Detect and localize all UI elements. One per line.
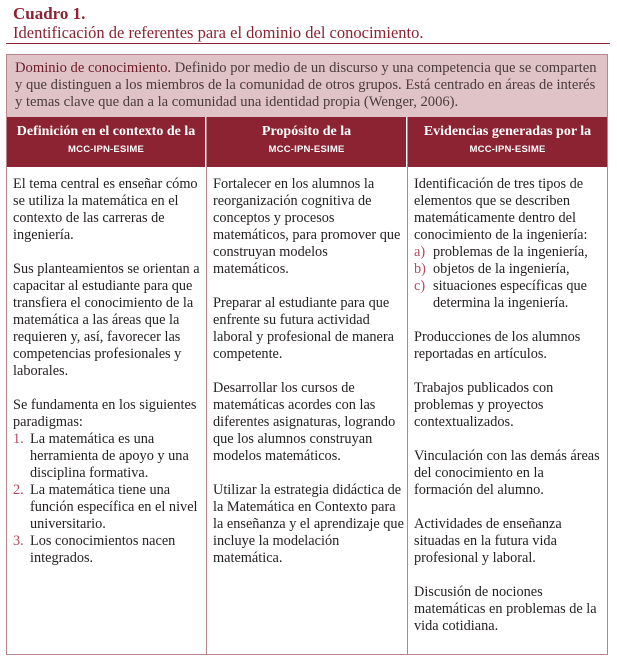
evidence-column: [414, 176, 604, 635]
table-title: Identificación de referentes para el dominio del conocimiento.: [13, 23, 424, 42]
list-item-text: objetos de la ingeniería,: [433, 261, 570, 277]
purpose-paragraph: Fortalecer en los alumnos la reorganización cognitiva de conceptos y procesos matemáticos, para promover que construyan modelos matemáticos.: [213, 176, 401, 277]
list-marker: 3.: [13, 533, 24, 549]
definition-paragraph: El tema central es enseñar cómo se utiliza la matemática en el contexto de las carreras de ingeniería.: [13, 176, 198, 243]
list-item: [13, 533, 203, 567]
domain-term: Dominio de conocimiento.: [15, 60, 172, 76]
list-item: [414, 244, 604, 261]
definition-paragraph: Se fundamenta en los siguientes paradigmas:: [13, 397, 197, 430]
column-header-evidence: [408, 117, 607, 167]
evidence-paragraph: Discusión de nociones matemáticas en problemas de la vida cotidiana.: [414, 584, 597, 634]
list-marker: 2.: [13, 482, 24, 498]
list-marker: c): [414, 278, 426, 294]
evidence-paragraph: Vinculación con las demás áreas del conocimiento en la formación del alumno.: [414, 448, 600, 498]
column-header-subtitle: MCC-IPN-ESIME: [268, 144, 345, 155]
column-header-definition: [7, 117, 205, 167]
column-header-title: Evidencias generadas por la: [423, 124, 592, 139]
definition-column: [13, 176, 203, 567]
list-item: [414, 278, 604, 312]
column-header-title: Definición en el contexto de la: [16, 124, 196, 139]
element-type-list: [414, 244, 604, 312]
list-marker: a): [414, 244, 426, 260]
definition-paragraph: Sus planteamientos se orientan a capacitar al estudiante para que transfiera el conocimiento de la matemática a las áreas que la requieren y, así, favorecer las competencias profesionales y laborales.: [13, 261, 200, 379]
evidence-paragraph: Trabajos publicados con problemas y proyectos contextualizados.: [414, 380, 554, 430]
table-label: Cuadro 1.: [13, 4, 86, 23]
list-item-text: La matemática es una herramienta de apoyo y una disciplina formativa.: [30, 431, 189, 481]
list-item: [13, 431, 203, 482]
column-divider: [407, 117, 408, 655]
list-marker: 1.: [13, 431, 24, 447]
evidence-paragraph: Identificación de tres tipos de elementos que se describen matemáticamente dentro del conocimiento de la ingeniería:: [414, 176, 588, 243]
column-header-subtitle: MCC-IPN-ESIME: [469, 144, 546, 155]
list-item-text: Los conocimientos nacen integrados.: [30, 533, 176, 566]
evidence-paragraph: Actividades de enseñanza situadas en la futura vida profesional y laboral.: [414, 516, 562, 566]
column-header-purpose: [207, 117, 406, 167]
paradigm-list: [13, 431, 203, 567]
column-header-subtitle: MCC-IPN-ESIME: [68, 144, 144, 155]
list-item: [414, 261, 604, 278]
purpose-paragraph: Desarrollar los cursos de matemáticas acordes con las diferentes asignaturas, logrando que los alumnos construyan modelos matemáticos.: [213, 380, 396, 464]
column-divider: [206, 117, 207, 655]
list-item-text: La matemática tiene una función específica en el nivel universitario.: [30, 482, 198, 532]
list-item-text: problemas de la ingeniería,: [433, 244, 588, 260]
list-item-text: situaciones específicas que determina la ingeniería.: [433, 278, 588, 311]
purpose-column: [213, 176, 405, 584]
purpose-paragraph: Utilizar la estrategia didáctica de la Matemática en Contexto para la enseñanza y el aprendizaje que incluye la modelación matemática.: [213, 482, 404, 566]
title-rule: [6, 43, 610, 44]
evidence-paragraph: Producciones de los alumnos reportadas en artículos.: [414, 329, 581, 362]
purpose-paragraph: Preparar al estudiante para que enfrente su futura actividad laboral y profesional de manera competente.: [213, 295, 395, 362]
column-header-title: Propósito de la: [261, 124, 352, 139]
domain-definition-text: Definido por medio de un discurso y una competencia que se comparten y que distinguen a los miembros de la comunidad de otros grupos. Está centrado en áreas de interés y temas clave que dan a la comunidad una identidad propia (Wenger, 2006).: [15, 60, 597, 110]
domain-definition-box: [7, 55, 607, 117]
list-item: [13, 482, 203, 533]
list-marker: b): [414, 261, 426, 277]
